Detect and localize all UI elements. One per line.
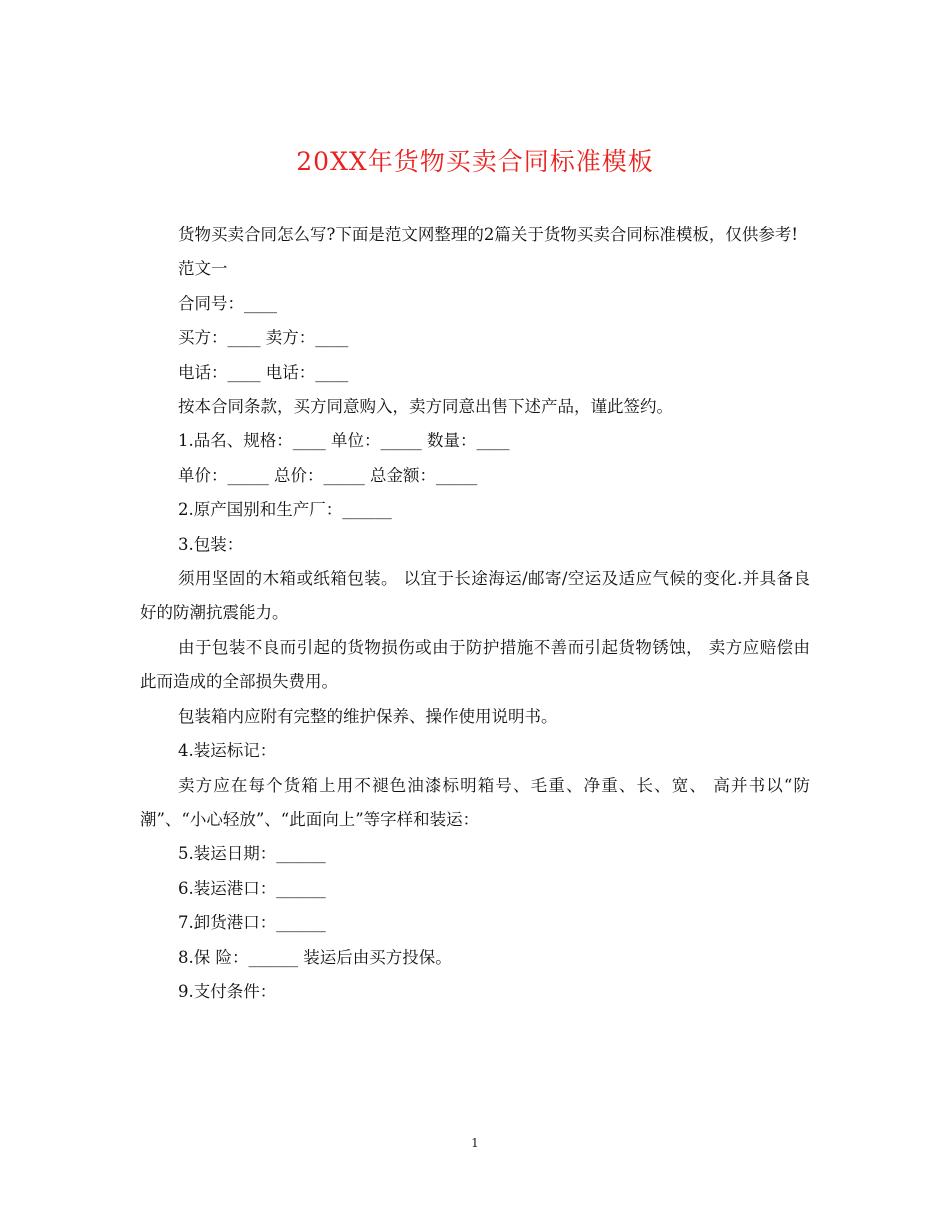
sample-heading: 范文一 [178,259,228,279]
shipping-mark-paragraph: 卖方应在每个货箱上用不褪色油漆标明箱号、毛重、净重、长、宽、 高并书以“防潮”、“小心轻放”、“此面向上”等字样和装运： [140,775,810,829]
document-body [140,218,810,1009]
insurance-line: 8.保 险：______ 装运后由买方投保。 [178,947,452,967]
intro-paragraph: 货物买卖合同怎么写?下面是范文网整理的2篇关于货物买卖合同标准模板，仅供参考! [178,225,798,244]
payment-terms-line: 9.支付条件： [178,981,277,1001]
packaging-heading: 3.包装： [178,534,244,554]
loading-port-line: 6.装运港口：______ [178,878,326,898]
contract-number-line: 合同号：____ [178,293,277,313]
shipping-date-line: 5.装运日期：______ [178,844,326,864]
discharge-port-line: 7.卸货港口：______ [178,913,326,933]
buyer-seller-line: 买方：____ 卖方：____ [178,328,349,348]
document-title: 20XX年货物买卖合同标准模板 [296,147,654,176]
origin-line: 2.原产国别和生产厂：______ [178,500,392,520]
page-number: 1 [471,1136,479,1150]
manual-paragraph: 包装箱内应附有完整的维护保养、操作使用说明书。 [178,706,558,726]
packaging-paragraph: 须用坚固的木箱或纸箱包装。 以宜于长途海运/邮寄/空运及适应气候的变化.并具备良好的防潮抗震能力。 [140,569,810,623]
shipping-mark-heading: 4.装运标记： [178,741,277,761]
price-line: 单价：_____ 总价：_____ 总金额：_____ [178,465,478,485]
phone-line: 电话：____ 电话：____ [178,362,349,382]
damage-paragraph: 由于包装不良而引起的货物损伤或由于防护措施不善而引起货物锈蚀， 卖方应赔偿由此而造成的全部损失费用。 [140,637,810,692]
agreement-paragraph: 按本合同条款，买方同意购入，卖方同意出售下述产品，谨此签约。 [178,397,673,417]
product-spec-line: 1.品名、规格：____ 单位：_____ 数量：____ [178,431,510,451]
